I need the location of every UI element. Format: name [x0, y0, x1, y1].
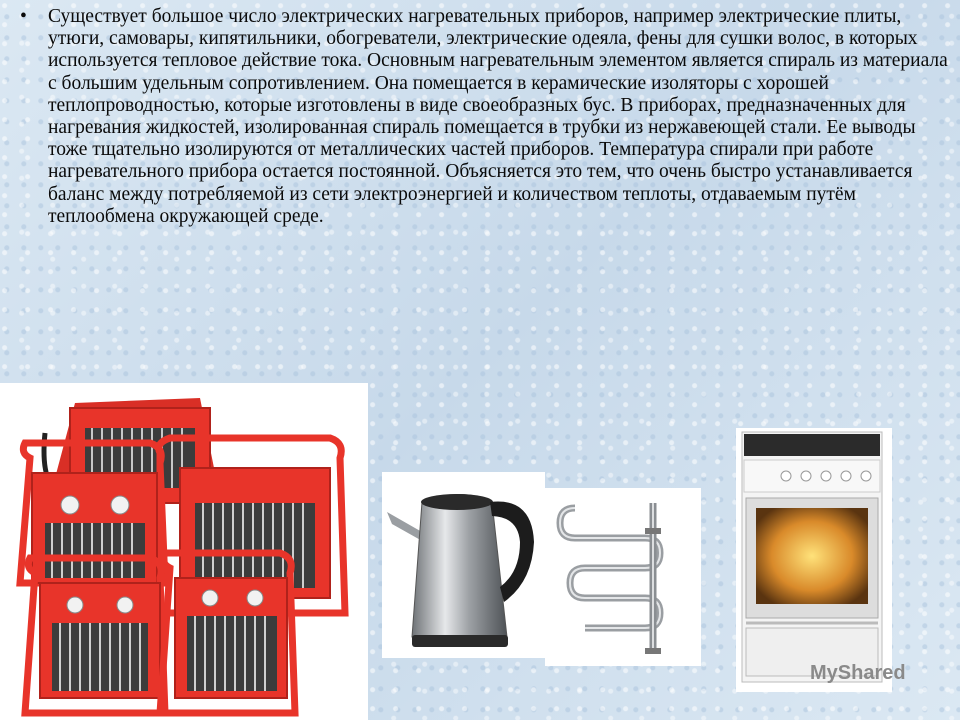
towel-dryer-image [545, 488, 701, 666]
fan-heaters-illustration [0, 383, 368, 720]
watermark-text: MyShared [810, 662, 906, 684]
electric-oven-illustration [736, 428, 892, 692]
slide-text [20, 6, 954, 228]
watermark [810, 662, 906, 685]
electric-stove-image [736, 428, 892, 692]
heated-towel-rail-illustration [545, 488, 701, 666]
heaters-image [0, 383, 368, 720]
bullet-marker: • [20, 6, 27, 27]
kettle-image [382, 472, 545, 658]
slide-paragraph: Существует большое число электрических нагревательных приборов, например электрические плиты, утюги, самовары, кипятильники, обогреватели, электрические одеяла, фены для сушки волос, в которых используется тепловое действие тока. Основным нагревательным элементом является спираль из материала с большим удельным сопротивлением. Она помещается в керамические изоляторы с хорошей теплопроводностью, которые изготовлены в виде своеобразных бус. В приборах, предназначенных для нагревания жидкостей, изолированная спираль помещается в трубки из нержавеющей стали. Ее выводы тоже тщательно изолируются от металлических частей приборов. Температура спирали при работе нагревательного прибора остается постоянной. Объясняется это тем, что очень быстро устанавливается баланс между потребляемой из сети электроэнергией и количеством теплоты, отдаваемым путём теплообмена окружающей среде. [48, 6, 948, 227]
electric-kettle-illustration [382, 472, 545, 658]
